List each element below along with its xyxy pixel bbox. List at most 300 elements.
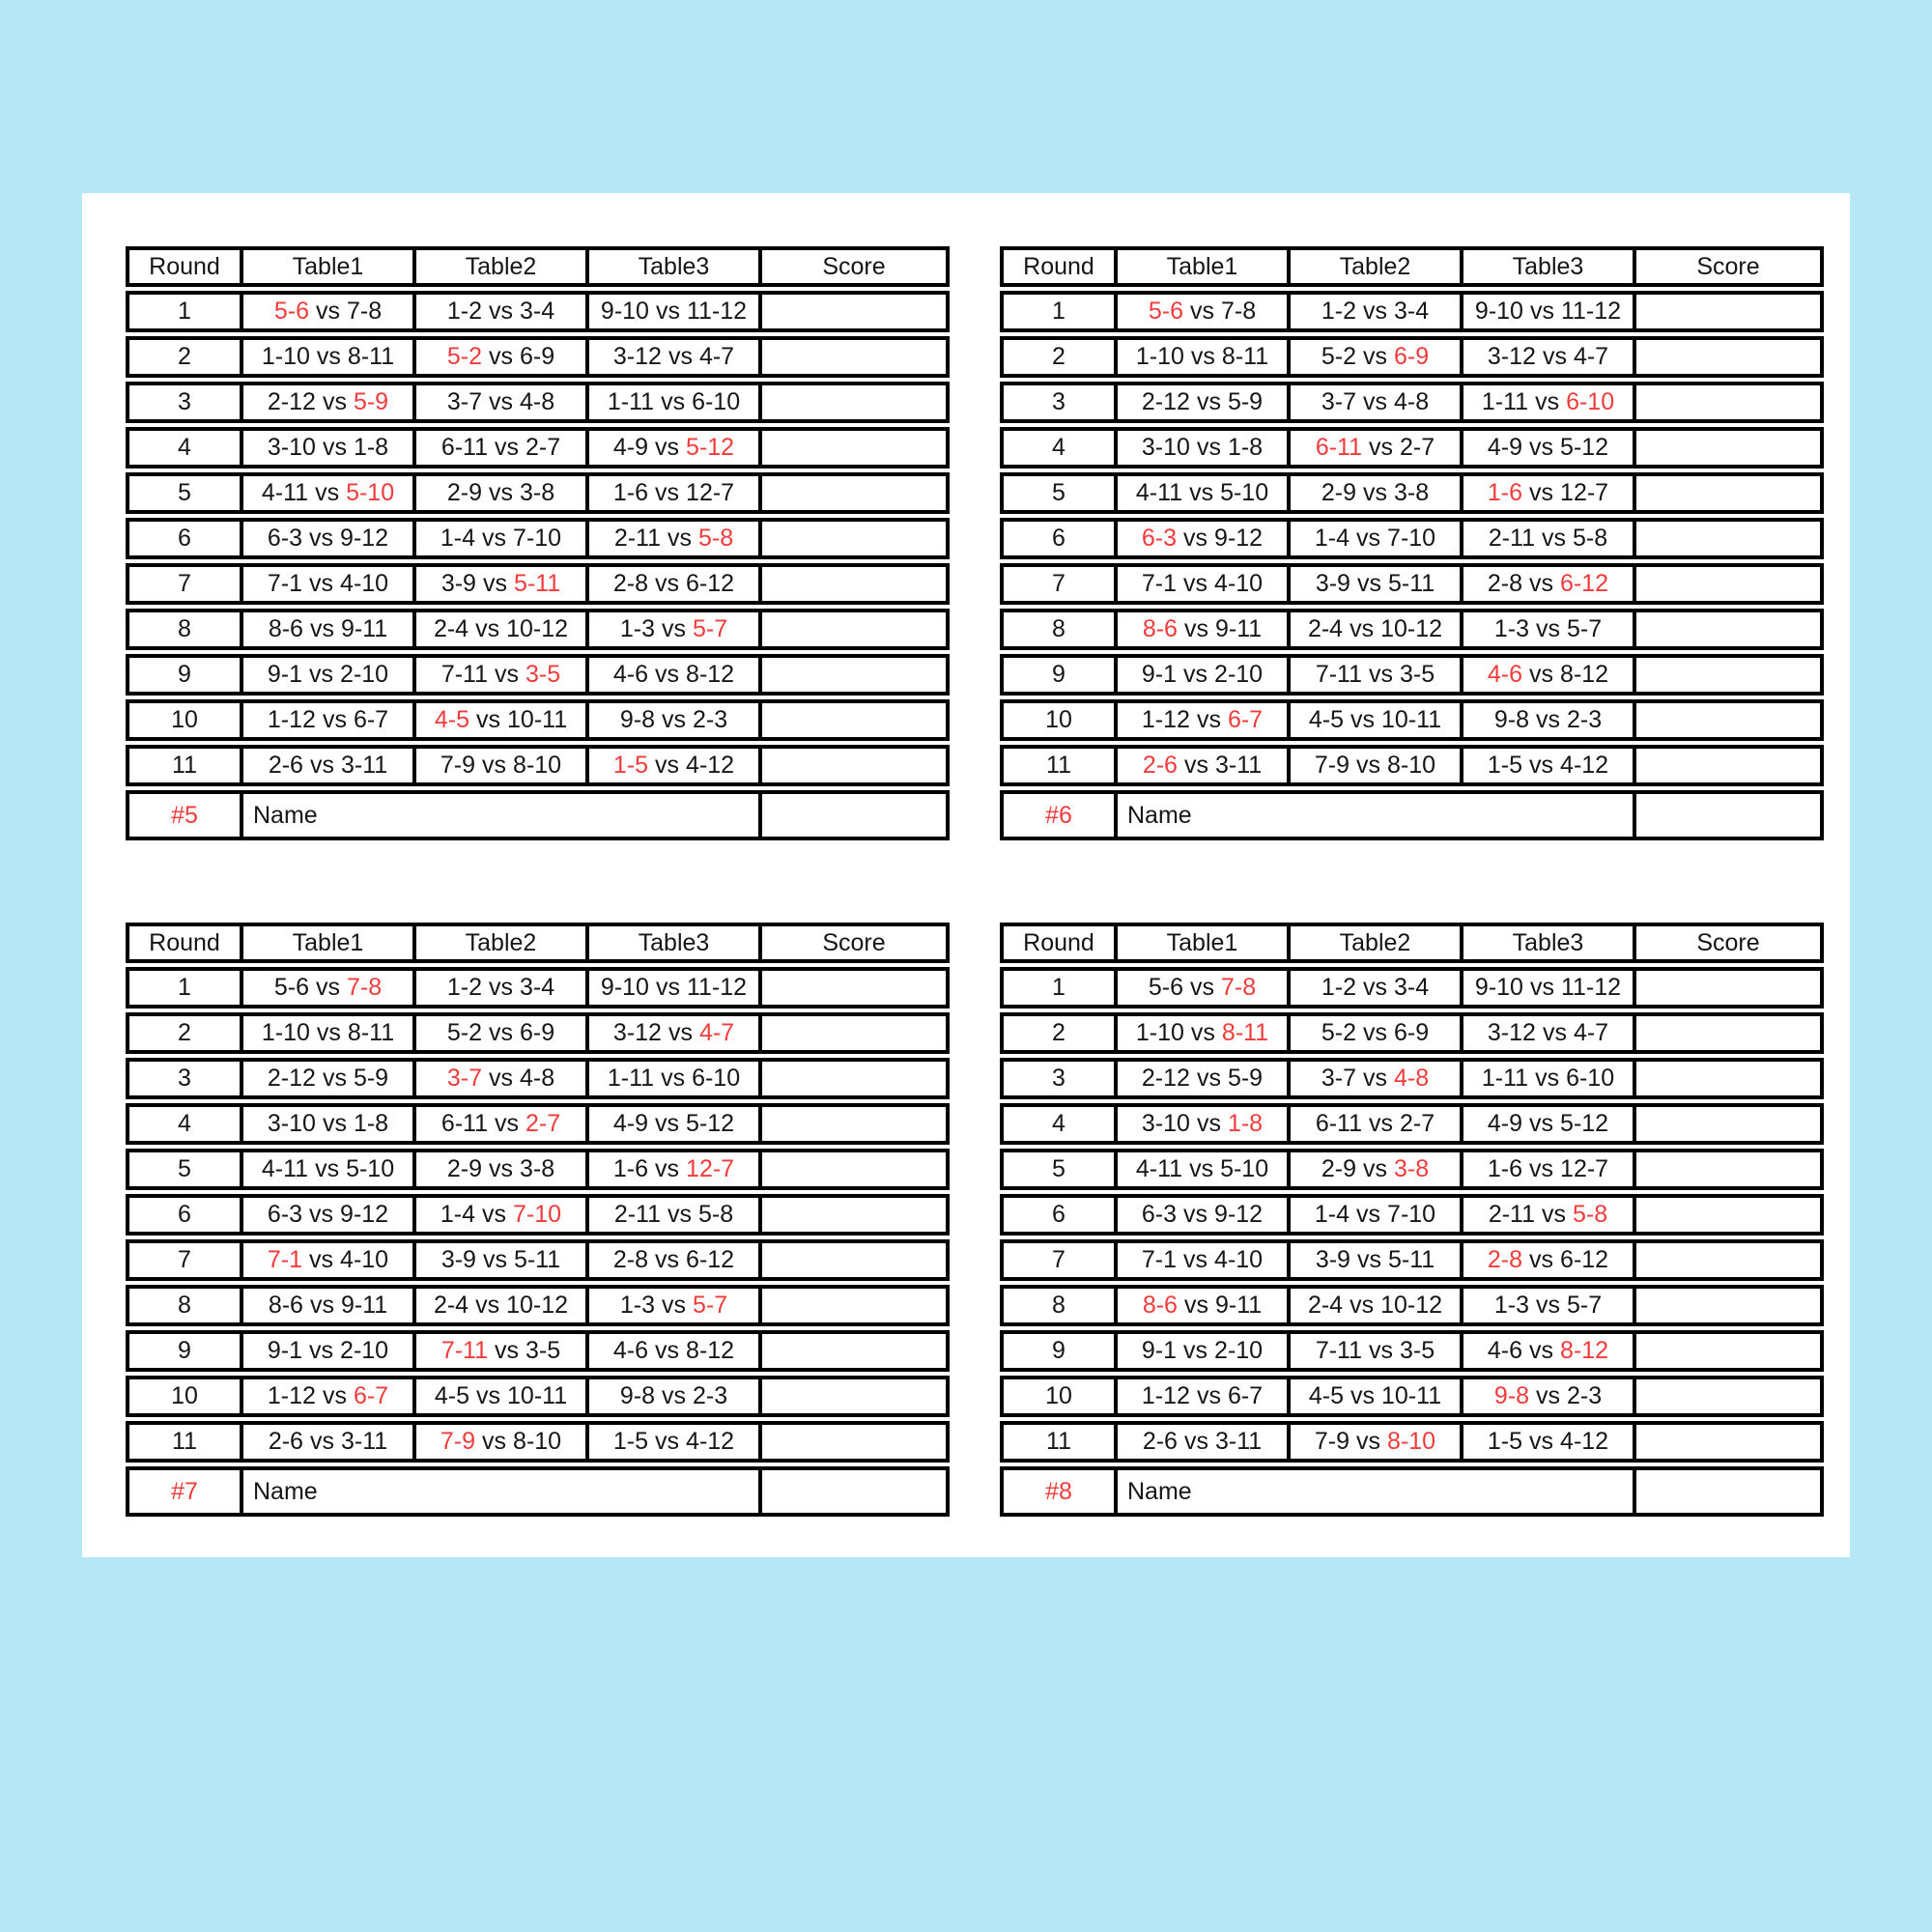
pair-left: 3-7 [446, 1065, 482, 1092]
round-number: 9 [126, 1330, 243, 1372]
matchup-cell [412, 427, 589, 469]
round-row [126, 609, 950, 650]
footer-row [126, 1466, 950, 1517]
pair-left: 9-10 [1474, 974, 1523, 1001]
vs-label: vs [1536, 615, 1560, 642]
column-header-table3: Table3 [585, 923, 762, 963]
vs-label: vs [655, 1155, 680, 1182]
pair-right: 3-5 [1400, 661, 1435, 688]
vs-label: vs [1536, 1382, 1560, 1409]
pair-left: 6-11 [1315, 1110, 1363, 1137]
round-row [1000, 472, 1824, 514]
column-header-table1: Table1 [240, 246, 416, 287]
vs-label: vs [1196, 1065, 1221, 1092]
vs-label: vs [482, 752, 507, 779]
round-number: 3 [126, 1058, 243, 1099]
score-cell [1633, 472, 1824, 514]
pair-right: 6-9 [1394, 343, 1430, 370]
pair-right: 6-9 [1394, 1019, 1430, 1046]
pair-right: 10-11 [507, 706, 568, 733]
round-number: 5 [1000, 472, 1118, 514]
pair-left: 2-6 [268, 752, 303, 779]
matchup-cell [1287, 745, 1463, 786]
score-cell [758, 1421, 950, 1463]
matchup-cell [1287, 1239, 1463, 1281]
matchup-cell [1114, 291, 1291, 332]
scorecard-6 [1000, 246, 1824, 844]
vs-label: vs [1196, 706, 1221, 733]
vs-label: vs [1350, 1382, 1376, 1409]
pair-right: 4-10 [340, 1246, 389, 1273]
pair-left: 8-6 [268, 1292, 303, 1319]
pair-left: 9-10 [600, 298, 649, 325]
pair-left: 2-8 [612, 1246, 649, 1273]
vs-label: vs [1183, 1428, 1208, 1455]
pair-left: 2-8 [612, 570, 649, 597]
matchup-cell [412, 1285, 589, 1326]
matchup-cell [1114, 1149, 1291, 1190]
matchup-cell [1114, 609, 1291, 650]
vs-label: vs [309, 1337, 334, 1364]
score-cell [758, 654, 950, 696]
pair-left: 1-12 [1141, 1382, 1190, 1409]
score-cell [1633, 654, 1824, 696]
pair-right: 2-3 [1567, 706, 1603, 733]
pair-right: 5-12 [1560, 434, 1609, 461]
matchup-cell [1287, 1012, 1463, 1054]
vs-label: vs [1183, 1201, 1208, 1228]
pair-left: 6-11 [440, 434, 489, 461]
pair-right: 8-12 [1560, 661, 1609, 688]
vs-label: vs [309, 1201, 334, 1228]
pair-left: 7-1 [267, 1246, 303, 1273]
pair-right: 9-11 [340, 1292, 388, 1319]
score-cell [1633, 518, 1824, 559]
matchup-cell [240, 1103, 416, 1145]
pair-left: 7-9 [440, 752, 476, 779]
pair-right: 5-10 [346, 1155, 395, 1182]
matchup-cell [412, 745, 589, 786]
column-header-table2: Table2 [1287, 923, 1463, 963]
matchup-cell [1287, 1194, 1463, 1236]
column-header-score: Score [1633, 923, 1824, 963]
score-cell [1633, 1058, 1824, 1099]
pair-left: 4-6 [612, 1337, 649, 1364]
vs-label: vs [1356, 1246, 1381, 1273]
matchup-cell [585, 518, 762, 559]
score-cell [758, 291, 950, 332]
matchup-cell [1114, 1376, 1291, 1417]
pair-left: 1-11 [607, 1065, 655, 1092]
round-row [1000, 1330, 1824, 1372]
pair-left: 6-3 [267, 1201, 303, 1228]
column-header-round: Round [126, 246, 243, 287]
pair-right: 7-10 [1387, 1201, 1436, 1228]
pair-right: 7-10 [1387, 525, 1436, 552]
pair-left: 3-7 [1321, 388, 1356, 415]
matchup-cell [1460, 427, 1636, 469]
round-number: 11 [1000, 1421, 1118, 1463]
pair-right: 6-10 [692, 1065, 741, 1092]
pair-right: 5-12 [686, 434, 735, 461]
pair-left: 1-2 [446, 298, 482, 325]
matchup-cell [585, 654, 762, 696]
round-row [1000, 1149, 1824, 1190]
pair-right: 3-8 [1394, 1155, 1430, 1182]
round-number: 4 [126, 1103, 243, 1145]
vs-label: vs [1529, 1246, 1554, 1273]
pair-right: 5-12 [686, 1110, 735, 1137]
name-field: Name [240, 1466, 762, 1517]
score-cell [1633, 1103, 1824, 1145]
pair-left: 1-10 [1135, 1019, 1184, 1046]
matchup-cell [585, 563, 762, 605]
pair-right: 4-12 [1560, 1428, 1609, 1455]
round-row [126, 472, 950, 514]
vs-label: vs [655, 661, 680, 688]
vs-label: vs [668, 525, 693, 552]
pair-left: 1-2 [446, 974, 482, 1001]
vs-label: vs [489, 479, 513, 506]
pair-right: 12-7 [686, 479, 735, 506]
pair-right: 9-12 [340, 525, 389, 552]
vs-label: vs [1350, 615, 1375, 642]
vs-label: vs [661, 1065, 686, 1092]
vs-label: vs [1350, 1292, 1375, 1319]
round-number: 5 [126, 472, 243, 514]
matchup-cell [585, 1103, 762, 1145]
matchup-cell [412, 1194, 589, 1236]
pair-left: 5-2 [446, 1019, 482, 1046]
vs-label: vs [489, 974, 513, 1001]
matchup-cell [1114, 1194, 1291, 1236]
matchup-cell [585, 472, 762, 514]
matchup-cell [240, 745, 416, 786]
pair-right: 5-9 [1227, 388, 1264, 415]
pair-left: 5-6 [273, 298, 309, 325]
pair-left: 6-11 [1315, 434, 1363, 461]
round-number: 11 [1000, 745, 1118, 786]
vs-label: vs [655, 434, 680, 461]
vs-label: vs [309, 570, 334, 597]
pair-left: 1-10 [261, 1019, 310, 1046]
pair-right: 1-8 [353, 434, 389, 461]
matchup-cell [1460, 609, 1636, 650]
column-header-table2: Table2 [412, 923, 589, 963]
matchup-cell [585, 1058, 762, 1099]
vs-label: vs [655, 1246, 680, 1273]
pair-left: 2-4 [1307, 615, 1344, 642]
round-number: 6 [126, 1194, 243, 1236]
score-cell [758, 1239, 950, 1281]
pair-left: 7-11 [1315, 1337, 1363, 1364]
pair-left: 4-11 [261, 1155, 309, 1182]
pair-right: 6-12 [686, 1246, 735, 1273]
matchup-cell [412, 967, 589, 1009]
pair-left: 8-6 [1142, 615, 1178, 642]
matchup-cell [240, 967, 416, 1009]
matchup-cell [1114, 654, 1291, 696]
matchup-cell [412, 1058, 589, 1099]
round-number: 1 [1000, 967, 1118, 1009]
pair-left: 7-11 [440, 1337, 489, 1364]
pair-right: 2-10 [340, 661, 389, 688]
pair-right: 3-5 [1400, 1337, 1435, 1364]
pair-right: 7-10 [513, 525, 562, 552]
vs-label: vs [1183, 615, 1208, 642]
vs-label: vs [1183, 525, 1208, 552]
pair-left: 7-1 [1141, 1246, 1178, 1273]
score-cell [758, 1194, 950, 1236]
pair-left: 4-9 [1487, 1110, 1523, 1137]
pair-left: 1-12 [1141, 706, 1190, 733]
matchup-cell [585, 1330, 762, 1372]
score-cell [758, 1376, 950, 1417]
matchup-cell [412, 472, 589, 514]
round-row [126, 967, 950, 1009]
round-number: 9 [126, 654, 243, 696]
vs-label: vs [1190, 974, 1214, 1001]
pair-left: 1-4 [440, 525, 476, 552]
footer-row [1000, 1466, 1824, 1517]
matchup-cell [1287, 1285, 1463, 1326]
score-cell [1633, 609, 1824, 650]
round-number: 1 [1000, 291, 1118, 332]
vs-label: vs [482, 525, 507, 552]
vs-label: vs [1183, 1337, 1208, 1364]
pair-right: 6-9 [520, 343, 555, 370]
vs-label: vs [1363, 1065, 1387, 1092]
round-number: 3 [126, 382, 243, 423]
vs-label: vs [1529, 1428, 1554, 1455]
pair-left: 2-8 [1487, 1246, 1523, 1273]
round-row [126, 1058, 950, 1099]
column-header-table2: Table2 [412, 246, 589, 287]
pair-right: 3-11 [1214, 752, 1263, 779]
pair-left: 7-1 [267, 570, 303, 597]
pair-right: 10-11 [1381, 706, 1442, 733]
matchup-cell [1114, 745, 1291, 786]
pair-right: 8-10 [1387, 752, 1436, 779]
matchup-cell [585, 1194, 762, 1236]
pair-left: 7-1 [1141, 570, 1178, 597]
score-cell [1633, 699, 1824, 741]
vs-label: vs [309, 615, 334, 642]
pair-left: 3-9 [1315, 1246, 1350, 1273]
pair-left: 3-9 [440, 570, 476, 597]
pair-left: 1-4 [1314, 1201, 1350, 1228]
score-cell [758, 609, 950, 650]
score-cell [758, 563, 950, 605]
round-row [126, 1103, 950, 1145]
pair-left: 2-4 [1307, 1292, 1344, 1319]
round-row [1000, 1194, 1824, 1236]
column-header-table3: Table3 [1460, 246, 1636, 287]
matchup-cell [1287, 1330, 1463, 1372]
pair-left: 2-11 [1488, 1201, 1536, 1228]
matchup-cell [585, 967, 762, 1009]
matchup-cell [412, 1239, 589, 1281]
pair-right: 5-9 [353, 1065, 389, 1092]
pair-right: 6-12 [1560, 570, 1609, 597]
vs-label: vs [1536, 706, 1560, 733]
pair-left: 2-11 [613, 525, 662, 552]
vs-label: vs [316, 1019, 341, 1046]
pair-left: 1-3 [619, 615, 655, 642]
pair-right: 9-11 [1214, 1292, 1263, 1319]
score-cell [758, 336, 950, 378]
pair-left: 3-9 [440, 1246, 476, 1273]
round-row [1000, 1376, 1824, 1417]
pair-left: 5-6 [1148, 974, 1183, 1001]
round-row [1000, 291, 1824, 332]
vs-label: vs [489, 388, 513, 415]
vs-label: vs [1356, 525, 1381, 552]
pair-left: 2-9 [446, 1155, 482, 1182]
vs-label: vs [309, 661, 334, 688]
vs-label: vs [1542, 1019, 1567, 1046]
round-row [1000, 563, 1824, 605]
pair-left: 4-6 [612, 661, 649, 688]
pair-left: 9-1 [1141, 1337, 1178, 1364]
pair-left: 4-11 [1135, 479, 1183, 506]
matchup-cell [1114, 472, 1291, 514]
vs-label: vs [489, 1019, 513, 1046]
pair-right: 8-12 [686, 1337, 735, 1364]
pair-right: 1-8 [1227, 1110, 1264, 1137]
pair-right: 9-11 [340, 615, 388, 642]
vs-label: vs [1190, 298, 1214, 325]
matchup-cell [1114, 1058, 1291, 1099]
pair-left: 4-5 [434, 706, 470, 733]
vs-label: vs [1183, 1292, 1208, 1319]
score-cell [758, 472, 950, 514]
pair-right: 5-11 [1387, 570, 1435, 597]
pair-right: 6-10 [1566, 388, 1615, 415]
matchup-cell [1287, 336, 1463, 378]
round-number: 4 [1000, 1103, 1118, 1145]
pair-left: 1-3 [1493, 615, 1529, 642]
matchup-cell [1460, 1376, 1636, 1417]
pair-left: 3-10 [267, 1110, 316, 1137]
round-number: 2 [126, 1012, 243, 1054]
matchup-cell [1114, 427, 1291, 469]
vs-label: vs [1183, 661, 1208, 688]
pair-right: 8-11 [347, 343, 395, 370]
vs-label: vs [482, 1246, 507, 1273]
vs-label: vs [1529, 570, 1554, 597]
score-cell [1633, 1330, 1824, 1372]
vs-label: vs [1363, 343, 1387, 370]
pair-left: 1-3 [1493, 1292, 1529, 1319]
pair-left: 6-3 [267, 525, 303, 552]
pair-right: 8-11 [347, 1019, 395, 1046]
pair-left: 4-5 [1308, 1382, 1345, 1409]
pair-right: 9-12 [1214, 1201, 1264, 1228]
score-cell [1633, 745, 1824, 786]
pair-left: 5-2 [1321, 1019, 1356, 1046]
vs-label: vs [668, 1201, 693, 1228]
score-cell [1633, 1194, 1824, 1236]
vs-label: vs [1542, 343, 1567, 370]
matchup-cell [240, 654, 416, 696]
matchup-cell [412, 699, 589, 741]
matchup-cell [1460, 563, 1636, 605]
matchup-cell [1287, 291, 1463, 332]
pair-right: 4-7 [698, 343, 735, 370]
score-cell [758, 1103, 950, 1145]
matchup-cell [585, 1012, 762, 1054]
header-row [126, 246, 950, 287]
vs-label: vs [1183, 752, 1208, 779]
score-cell [1633, 563, 1824, 605]
matchup-cell [240, 1285, 416, 1326]
pair-right: 6-7 [1227, 706, 1264, 733]
vs-label: vs [655, 479, 680, 506]
round-row [126, 1376, 950, 1417]
pair-left: 2-4 [433, 1292, 469, 1319]
round-row [126, 291, 950, 332]
column-header-round: Round [1000, 923, 1118, 963]
matchup-cell [240, 336, 416, 378]
pair-left: 9-1 [1141, 661, 1178, 688]
matchup-cell [412, 1149, 589, 1190]
vs-label: vs [322, 1065, 347, 1092]
pair-right: 8-10 [513, 1428, 562, 1455]
vs-label: vs [1542, 525, 1567, 552]
matchup-cell [1460, 1058, 1636, 1099]
vs-label: vs [662, 1292, 686, 1319]
vs-label: vs [309, 752, 334, 779]
vs-label: vs [1363, 298, 1387, 325]
round-number: 5 [1000, 1149, 1118, 1190]
vs-label: vs [1356, 1201, 1381, 1228]
pair-left: 3-12 [1487, 343, 1536, 370]
pair-left: 5-6 [273, 974, 309, 1001]
matchup-cell [585, 427, 762, 469]
round-row [1000, 1058, 1824, 1099]
pair-left: 2-11 [613, 1201, 662, 1228]
score-cell [758, 699, 950, 741]
vs-label: vs [489, 343, 513, 370]
matchup-cell [412, 1103, 589, 1145]
pair-left: 4-11 [1135, 1155, 1183, 1182]
pair-right: 4-8 [1394, 1065, 1430, 1092]
round-number: 7 [126, 563, 243, 605]
round-row [1000, 967, 1824, 1009]
pair-right: 10-12 [1380, 1292, 1443, 1319]
matchup-cell [1114, 563, 1291, 605]
pair-right: 4-7 [1573, 1019, 1609, 1046]
matchup-cell [412, 563, 589, 605]
score-cell [758, 518, 950, 559]
pair-right: 3-11 [340, 1428, 388, 1455]
vs-label: vs [1535, 1065, 1560, 1092]
pair-left: 1-12 [267, 1382, 316, 1409]
pair-right: 7-8 [1221, 298, 1257, 325]
matchup-cell [585, 609, 762, 650]
pair-left: 3-7 [1321, 1065, 1356, 1092]
matchup-cell [1114, 967, 1291, 1009]
matchup-cell [1460, 1239, 1636, 1281]
matchup-cell [1287, 1149, 1463, 1190]
round-row [126, 654, 950, 696]
matchup-cell [1114, 699, 1291, 741]
pair-left: 7-11 [440, 661, 489, 688]
round-row [1000, 336, 1824, 378]
score-cell [1633, 336, 1824, 378]
vs-label: vs [1369, 1110, 1394, 1137]
